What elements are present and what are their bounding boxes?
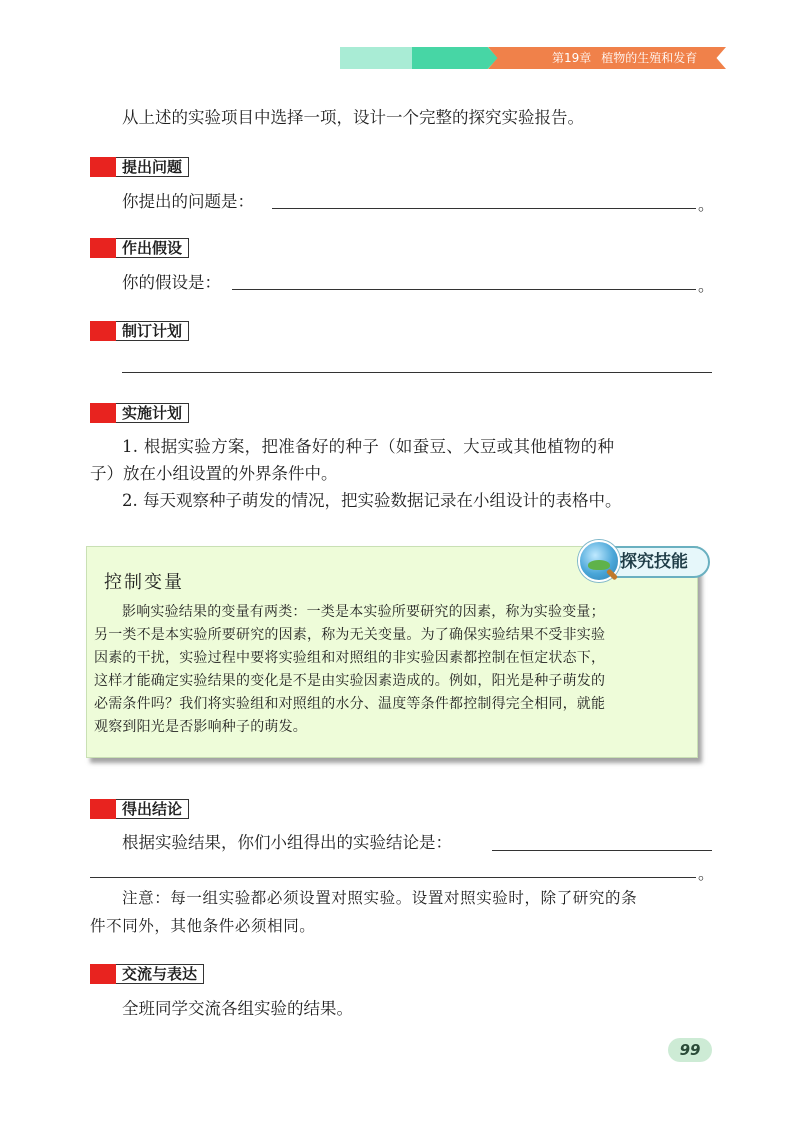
note-line-2: 件不同外，其他条件必须相同。 [90, 917, 316, 935]
question-answer-line[interactable] [272, 208, 696, 209]
skill-line: 这样才能确定实验结果的变化是不是由实验因素造成的。例如，阳光是种子萌发的 [94, 673, 606, 689]
heading-label: 制订计划 [116, 321, 189, 341]
conclusion-period: 。 [698, 864, 715, 883]
header-band-green [412, 47, 498, 69]
heading-marker [90, 321, 116, 341]
skill-title: 控制变量 [104, 572, 184, 593]
skill-line: 观察到阳光是否影响种子的萌发。 [94, 719, 307, 735]
skill-line: 另一类不是本实验所要研究的因素，称为无关变量。为了确保实验结果不受非实验 [94, 627, 606, 643]
skill-line: 必需条件吗？我们将实验组和对照组的水分、温度等条件都控制得完全相同，就能 [94, 696, 606, 712]
note-line-1: 注意：每一组实验都必须设置对照实验。设置对照实验时，除了研究的条 [122, 889, 638, 907]
heading-marker [90, 238, 116, 258]
heading-label: 交流与表达 [116, 964, 204, 984]
chapter-number: 第19章 [552, 51, 592, 65]
header-band-light [340, 47, 420, 69]
question-period: 。 [698, 195, 715, 214]
implement-step2: 2. 每天观察种子萌发的情况，把实验数据记录在小组设计的表格中。 [122, 491, 622, 510]
conclusion-prompt: 根据实验结果，你们小组得出的实验结论是： [122, 833, 452, 852]
heading-label: 实施计划 [116, 403, 189, 423]
chapter-header [552, 48, 697, 68]
skill-line: 因素的干扰，实验过程中要将实验组和对照组的非实验因素都控制在恒定状态下， [94, 650, 606, 666]
heading-marker [90, 799, 116, 819]
conclusion-answer-line-2[interactable] [90, 877, 696, 878]
question-prompt: 你提出的问题是： [122, 192, 254, 211]
hypothesis-prompt: 你的假设是： [122, 273, 221, 292]
plan-answer-line[interactable] [122, 372, 712, 373]
magnifier-icon [578, 540, 620, 582]
conclusion-answer-line-1[interactable] [492, 850, 712, 851]
leaf-icon [588, 560, 610, 570]
magnifier-handle [606, 568, 618, 580]
heading-label: 提出问题 [116, 157, 189, 177]
skill-line: 影响实验结果的变量有两类：一类是本实验所要研究的因素，称为实验变量； [122, 604, 605, 620]
chapter-title: 植物的生殖和发育 [601, 51, 698, 65]
heading-label: 作出假设 [116, 238, 189, 258]
implement-step1-line1: 1. 根据实验方案，把准备好的种子（如蚕豆、大豆或其他植物的种 [122, 437, 615, 456]
share-text: 全班同学交流各组实验的结果。 [122, 999, 353, 1018]
heading-marker [90, 157, 116, 177]
hypothesis-period: 。 [698, 276, 715, 295]
heading-marker [90, 964, 116, 984]
skill-badge-label: 探究技能 [620, 552, 688, 572]
heading-marker [90, 403, 116, 423]
implement-step1-line2: 子）放在小组设置的外界条件中。 [90, 464, 338, 483]
heading-label: 得出结论 [116, 799, 189, 819]
intro-text: 从上述的实验项目中选择一项，设计一个完整的探究实验报告。 [122, 108, 584, 127]
page-number: 99 [668, 1038, 712, 1062]
hypothesis-answer-line[interactable] [232, 289, 696, 290]
